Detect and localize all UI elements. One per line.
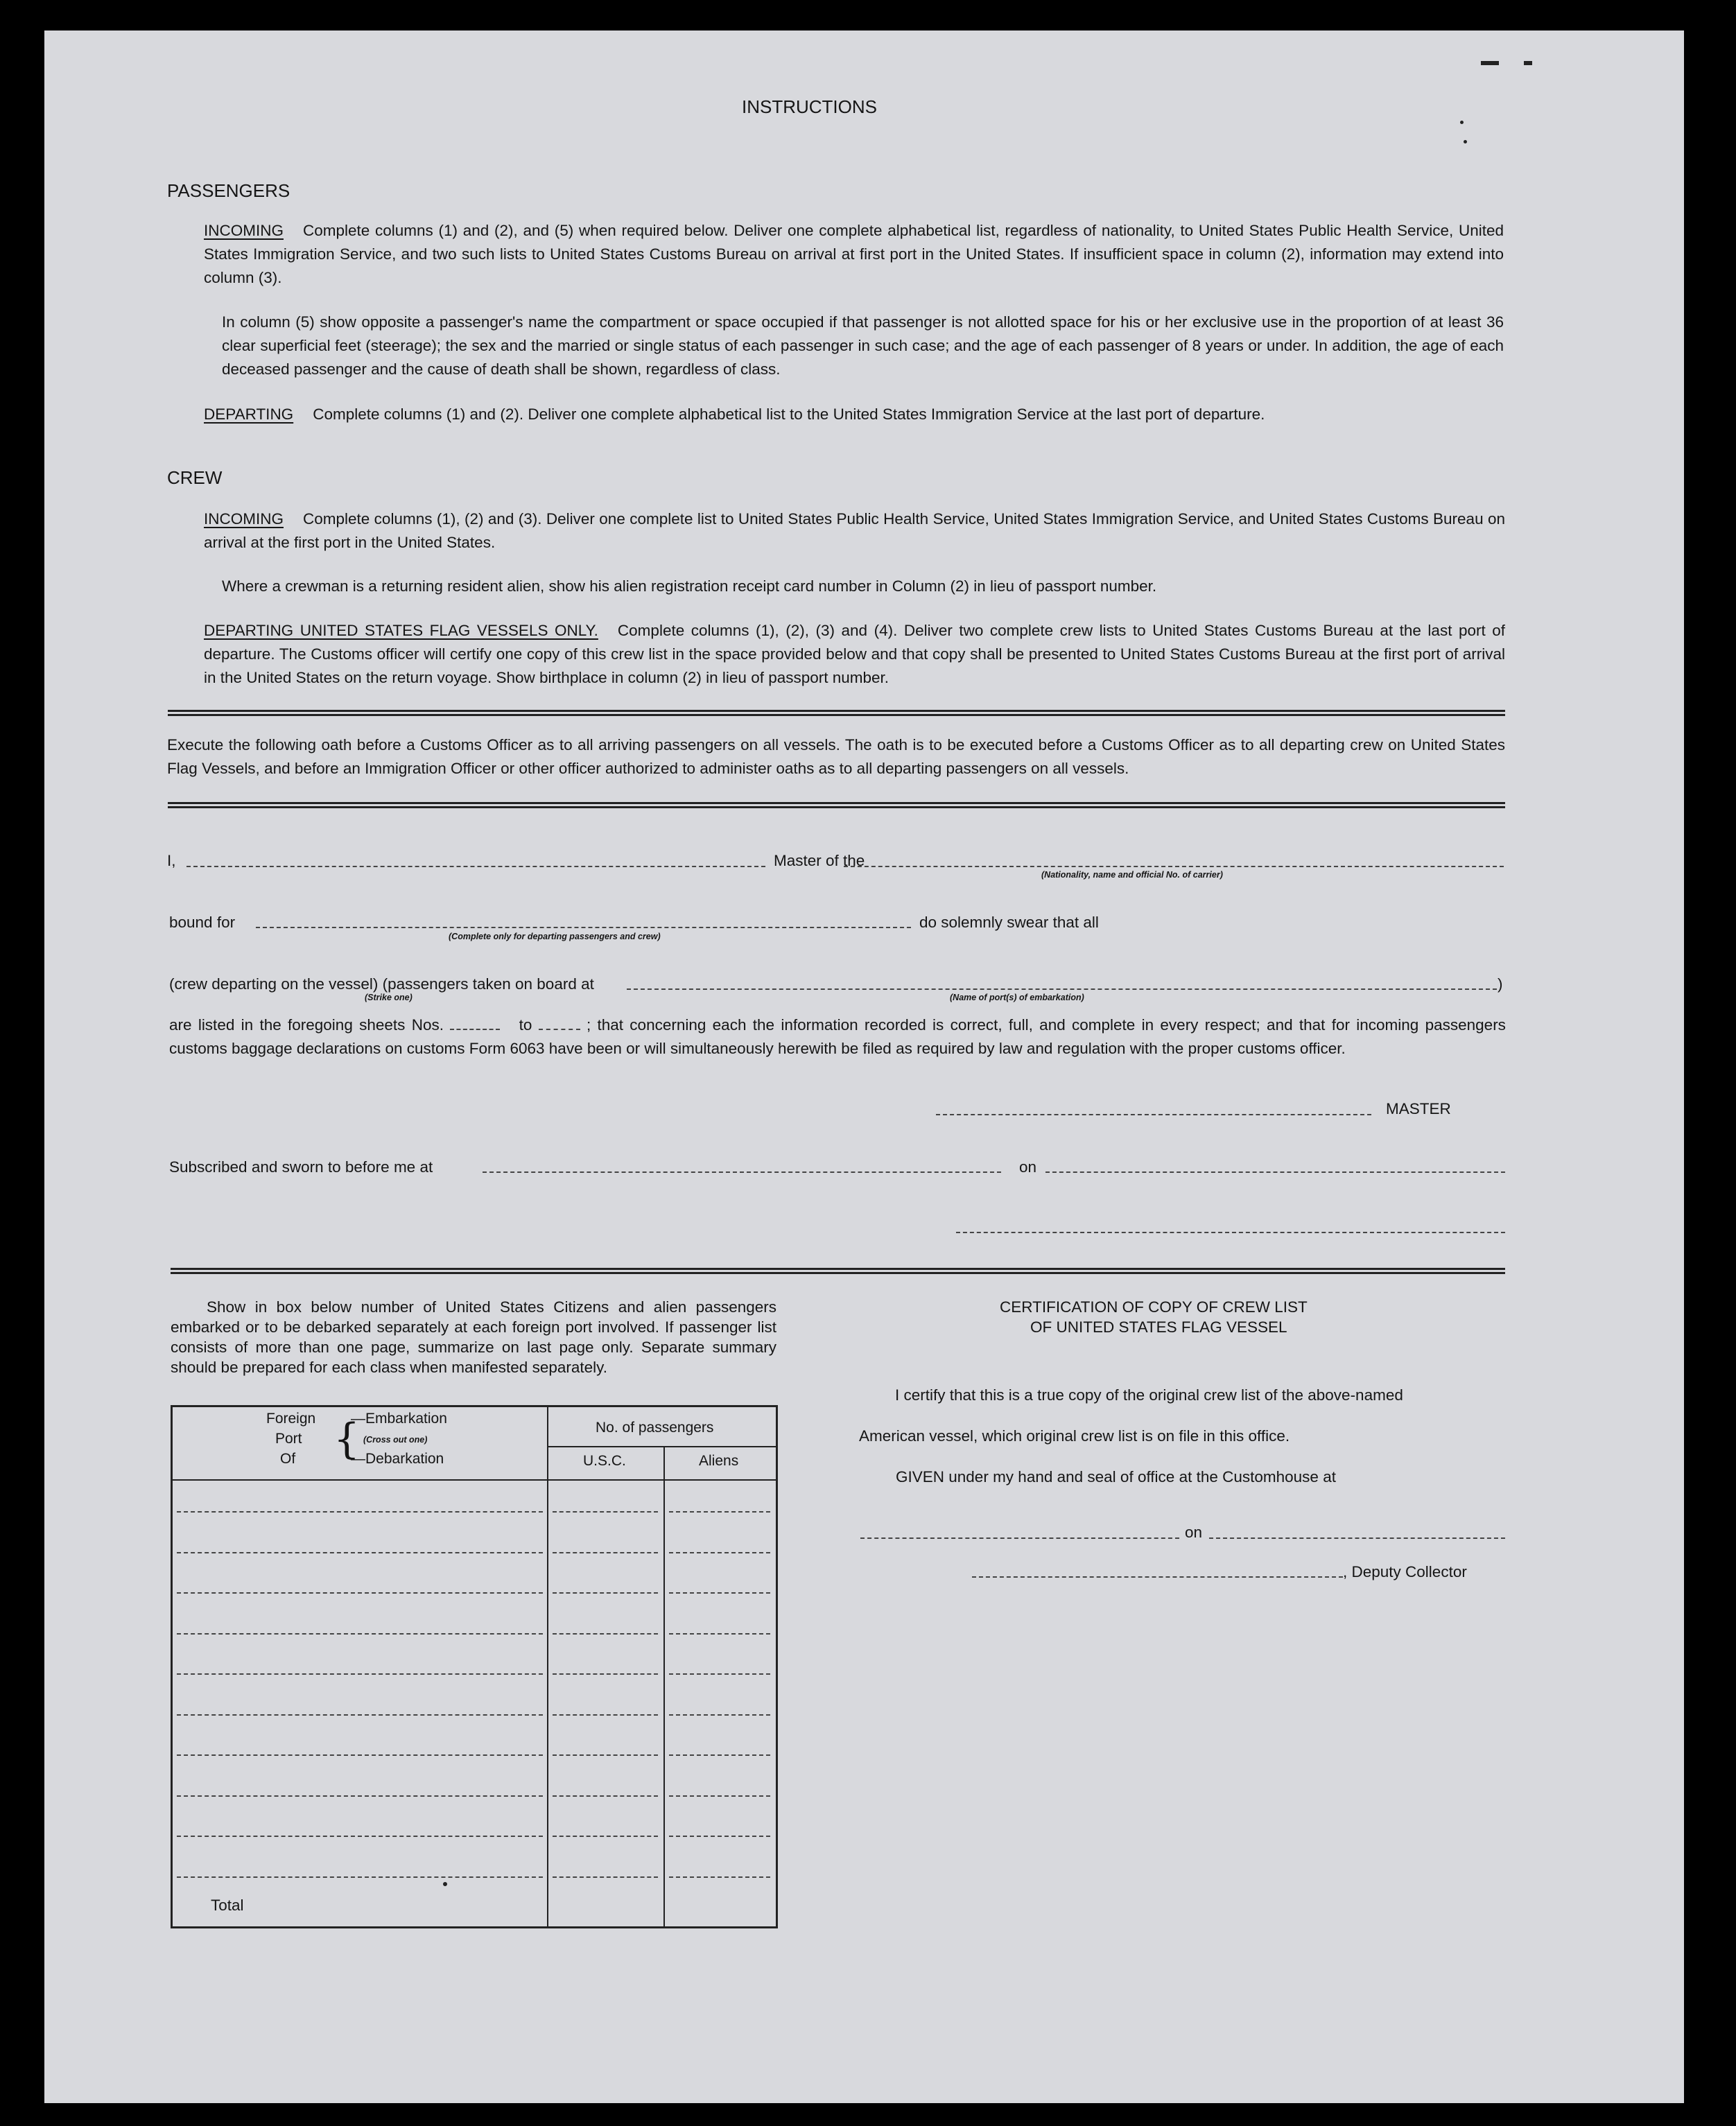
table-row-cell[interactable]: [177, 1836, 543, 1837]
foreign-label: Foreign: [266, 1411, 316, 1427]
cross-out-hint: (Cross out one): [363, 1435, 428, 1445]
sworn-on-label: on: [1019, 1158, 1037, 1176]
certify-line-1: I certify that this is a true copy of the original crew list of the above-named: [895, 1386, 1403, 1404]
table-row-cell[interactable]: [553, 1633, 658, 1635]
edge-mark: [1481, 61, 1499, 65]
table-row-cell[interactable]: [669, 1754, 770, 1756]
embarkation-ports-field[interactable]: [627, 988, 1497, 990]
bound-for-hint: (Complete only for departing passengers and crew): [449, 932, 661, 941]
crew-incoming-text: Complete columns (1), (2) and (3). Deliver one complete list to United States Public Health Service, United States Immigration Service, and United States Customs Bureau on arrival at the first port in the United States.: [204, 510, 1505, 551]
table-row-cell[interactable]: [669, 1592, 770, 1594]
usc-header: U.S.C.: [583, 1453, 626, 1469]
master-name-field[interactable]: [186, 866, 765, 867]
edge-mark: [1524, 61, 1532, 65]
table-row-cell[interactable]: [669, 1836, 770, 1837]
certify-line-2: American vessel, which original crew list is on file in this office.: [859, 1427, 1290, 1445]
table-row-cell[interactable]: [177, 1673, 543, 1675]
certification-title-2: OF UNITED STATES FLAG VESSEL: [1030, 1318, 1287, 1336]
swear-label: do solemnly swear that all: [919, 914, 1099, 931]
form-sheet: [44, 31, 1684, 2103]
master-signature-field[interactable]: [936, 1114, 1371, 1115]
of-label: Of: [280, 1451, 296, 1467]
instructions-title: INSTRUCTIONS: [742, 96, 877, 117]
speck: [1460, 121, 1464, 124]
brace-symbol: {: [333, 1415, 361, 1463]
crew-incoming-paragraph: [204, 507, 1505, 555]
master-label: MASTER: [1386, 1100, 1451, 1117]
certification-title-1: CERTIFICATION OF COPY OF CREW LIST: [1000, 1298, 1308, 1316]
port-label: Port: [275, 1431, 302, 1447]
table-row-cell[interactable]: [669, 1673, 770, 1675]
column-divider-1: [547, 1407, 548, 1926]
table-row-cell[interactable]: [553, 1876, 658, 1878]
given-line: GIVEN under my hand and seal of office at the Customhouse at: [896, 1468, 1336, 1485]
officer-signature-field[interactable]: [956, 1232, 1505, 1233]
table-row-cell[interactable]: [669, 1795, 770, 1797]
crew-departing-paragraph: [204, 619, 1505, 690]
master-of-label: Master of the: [774, 852, 865, 869]
passengers-departing-label: DEPARTING: [204, 406, 294, 423]
no-passengers-header: No. of passengers: [596, 1420, 714, 1436]
debarkation-label: —Debarkation: [351, 1451, 444, 1467]
close-paren: ): [1498, 975, 1503, 993]
table-row-cell[interactable]: [553, 1592, 658, 1594]
column-divider-2: [663, 1446, 665, 1926]
passengers-incoming-paragraph: [204, 219, 1504, 290]
table-row-cell[interactable]: [177, 1592, 543, 1594]
crew-heading: CREW: [167, 467, 223, 488]
table-row-cell[interactable]: [177, 1795, 543, 1797]
passengers-departing-paragraph: [204, 403, 1504, 426]
table-row-cell[interactable]: [553, 1754, 658, 1756]
table-row-cell[interactable]: [669, 1633, 770, 1635]
table-row-cell[interactable]: [177, 1876, 543, 1878]
passenger-summary-table: [171, 1405, 778, 1928]
speck: [1464, 140, 1467, 143]
summary-instructions: Show in box below number of United States Citizens and alien passengers embarked or to be debarked separately at each foreign port involved. If passenger list consists of more than one page, summarize on last page only. Separate summary should be prepared for each class when manifested separately.: [171, 1298, 776, 1376]
certification-on-label: on: [1185, 1524, 1203, 1541]
carrier-hint: (Nationality, name and official No. of carrier): [1041, 870, 1223, 880]
certification-date-field[interactable]: [1209, 1537, 1505, 1539]
table-row-cell[interactable]: [669, 1876, 770, 1878]
table-row-cell[interactable]: [553, 1673, 658, 1675]
oath-instructions: Execute the following oath before a Customs Officer as to all arriving passengers on all vessels. The oath is to be executed before a Customs Officer as to all departing crew on United States Flag Vessels, and before an Immigration Officer or other officer authorized to administer oaths as to all departing passengers on all vessels.: [167, 736, 1505, 777]
table-row-cell[interactable]: [553, 1714, 658, 1716]
ports-hint: (Name of port(s) of embarkation): [950, 993, 1084, 1002]
to-label: to: [519, 1016, 532, 1034]
table-row-cell[interactable]: [669, 1552, 770, 1553]
crew-incoming-label: INCOMING: [204, 510, 284, 528]
table-row-cell[interactable]: [177, 1552, 543, 1553]
table-row-cell[interactable]: [177, 1511, 543, 1513]
total-label: Total: [211, 1897, 244, 1914]
table-row-cell[interactable]: [177, 1633, 543, 1635]
bound-for-label: bound for: [169, 914, 236, 931]
table-row-cell[interactable]: [553, 1836, 658, 1837]
crew-alien-paragraph: Where a crewman is a returning resident alien, show his alien registration receipt card number in Column (2) in lieu of passport number.: [222, 577, 1157, 595]
header-divider: [173, 1479, 776, 1481]
deputy-collector-label: , Deputy Collector: [1343, 1563, 1467, 1580]
crew-passengers-label: (crew departing on the vessel) (passengers taken on board at: [169, 975, 594, 993]
table-row-cell[interactable]: [177, 1754, 543, 1756]
section-rule-top: [168, 710, 1505, 716]
sworn-place-field[interactable]: [483, 1171, 1001, 1173]
strike-hint: (Strike one): [365, 993, 413, 1002]
passengers-incoming-text: Complete columns (1) and (2), and (5) when required below. Deliver one complete alphabetical list, regardless of nationality, to United States Public Health Service, United States Immigration Service, and two such lists to United States Customs Bureau on arrival at first port in the United States. If insufficient space in column (2), information may extend into column (3).: [204, 222, 1504, 286]
table-row-cell[interactable]: [553, 1511, 658, 1513]
passengers-heading: PASSENGERS: [167, 180, 290, 201]
table-row-cell[interactable]: [177, 1714, 543, 1716]
crew-departing-label: DEPARTING UNITED STATES FLAG VESSELS ONLY.: [204, 622, 598, 639]
bound-for-field[interactable]: [256, 927, 911, 928]
passengers-incoming-label: INCOMING: [204, 222, 284, 239]
sheet-to-field[interactable]: [539, 1029, 580, 1030]
table-row-cell[interactable]: [553, 1795, 658, 1797]
customhouse-field[interactable]: [860, 1537, 1179, 1539]
table-row-cell[interactable]: [669, 1511, 770, 1513]
speck: [443, 1882, 447, 1886]
section-rule-oath: [168, 802, 1505, 808]
deputy-signature-field[interactable]: [972, 1576, 1343, 1578]
certify-paragraph: [169, 1013, 1506, 1061]
listed-label: are listed in the foregoing sheets Nos.: [169, 1016, 444, 1034]
passengers-column5-paragraph: In column (5) show opposite a passenger's name the compartment or space occupied if that passenger is not allotted space for his or her exclusive use in the proportion of at least 36 clear superficial feet (steerage); the sex and the married or single status of each passenger in such case; and the age of each passenger of 8 years or under. In addition, the age of each deceased passenger and the cause of death shall be shown, regardless of class.: [222, 313, 1504, 378]
table-row-cell[interactable]: [669, 1714, 770, 1716]
certify-text: ; that concerning each the information recorded is correct, full, and complete in every respect; and that for incoming passengers customs baggage declarations on customs Form 6063 have been or will simultaneously herewith be filed as required by law and regulation with the proper customs officer.: [169, 1016, 1506, 1057]
sheet-from-field[interactable]: [450, 1029, 500, 1030]
section-rule-bottom: [171, 1268, 1505, 1274]
subscribed-label: Subscribed and sworn to before me at: [169, 1158, 433, 1176]
header-subdivider: [547, 1446, 776, 1447]
sworn-date-field[interactable]: [1045, 1171, 1505, 1173]
carrier-field[interactable]: [844, 866, 1504, 867]
passengers-departing-text: Complete columns (1) and (2). Deliver one complete alphabetical list to the United States Immigration Service at the last port of departure.: [313, 406, 1265, 423]
aliens-header: Aliens: [699, 1453, 739, 1469]
table-row-cell[interactable]: [553, 1552, 658, 1553]
embarkation-label: —Embarkation: [351, 1411, 447, 1427]
crew-departing-text: Complete columns (1), (2), (3) and (4). Deliver two complete crew lists to United States Customs Bureau at the last port of departure. The Customs officer will certify one copy of this crew list in the space provided below and that copy shall be presented to United States Customs Bureau at the first port of arrival in the United States on the return voyage. Show birthplace in column (2) in lieu of passport number.: [204, 622, 1505, 686]
oath-i-label: I,: [167, 852, 176, 869]
